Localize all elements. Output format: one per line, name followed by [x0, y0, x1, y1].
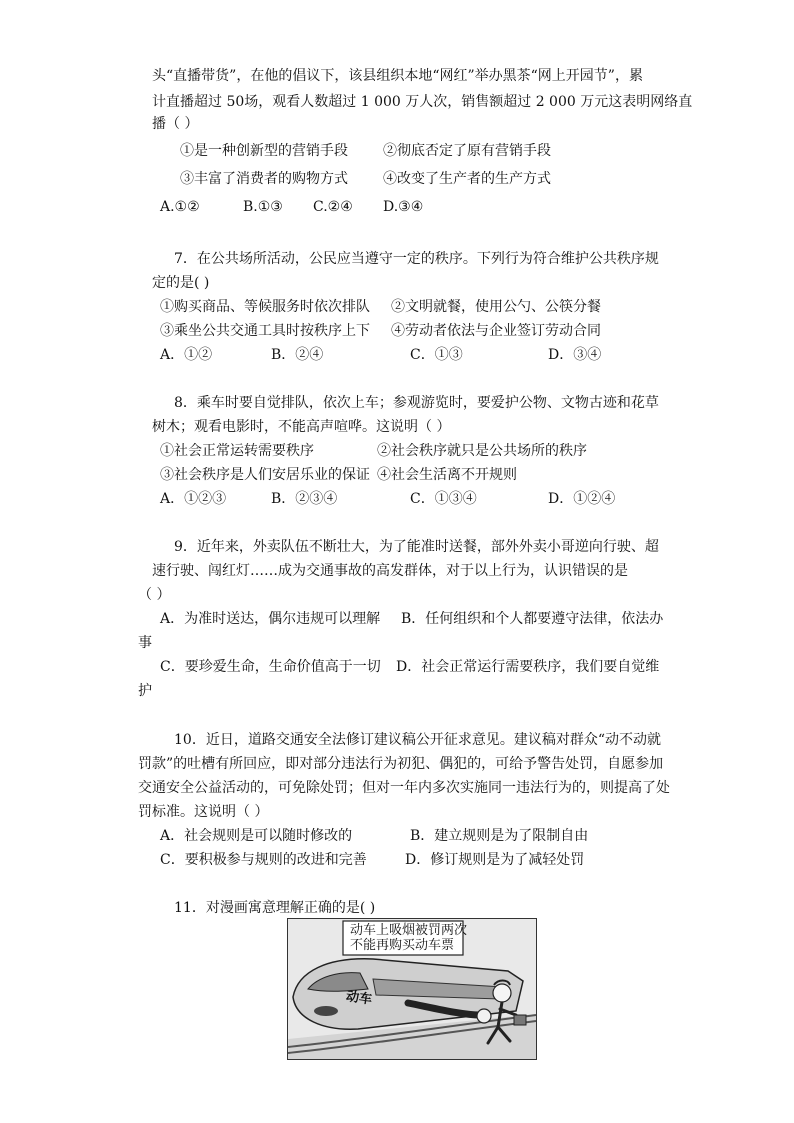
q7-statement-3: ③乘坐公共交通工具时按秩序上下 — [160, 323, 370, 339]
q7-statement-2: ②文明就餐，使用公勺、公筷分餐 — [391, 299, 601, 315]
q10-stem-line4: 罚标准。这说明（ ） — [138, 804, 269, 820]
q6-statement-2: ②彻底否定了原有营销手段 — [383, 143, 551, 159]
q8-option-b[interactable]: B．②③④ — [271, 491, 338, 507]
q8-option-c[interactable]: C．①③④ — [410, 491, 477, 507]
q7-statement-1: ①购买商品、等候服务时依次排队 — [160, 299, 370, 315]
q10-option-d[interactable]: D．修订规则是为了减轻处罚 — [405, 852, 585, 868]
q10-stem-line2: 罚款”的吐槽有所回应，即对部分违法行为初犯、偶犯的，可给予警告处罚，自愿参加 — [138, 756, 664, 772]
q9-option-a[interactable]: A．为准时送达，偶尔违规可以理解 — [160, 611, 381, 627]
q6-option-a[interactable]: A.①② — [160, 199, 200, 215]
q10-option-a[interactable]: A．社会规则是可以随时修改的 — [160, 828, 353, 844]
cartoon-train-label: 动车 — [345, 989, 373, 1008]
cartoon-caption-line1: 动车上吸烟被罚两次 — [350, 923, 468, 938]
q8-option-d[interactable]: D．①②④ — [548, 491, 616, 507]
q9-option-b[interactable]: B．任何组织和个人都要遵守法律，依法办 — [401, 611, 664, 627]
q8-statement-3: ③社会秩序是人们安居乐业的保证 — [160, 467, 370, 483]
q7-option-c[interactable]: C．①③ — [410, 347, 463, 363]
q9-option-d[interactable]: D．社会正常运行需要秩序，我们要自觉维 — [396, 659, 660, 675]
q10-stem-line3: 交通安全公益活动的，可免除处罚；但对一年内多次实施同一违法行为的，则提高了处 — [138, 780, 670, 796]
q6-option-d[interactable]: D.③④ — [383, 199, 424, 215]
q6-stem-line2: 计直播超过 50场，观看人数超过 1 000 万人次，销售额超过 2 000 万元这表明网络直 — [152, 94, 693, 110]
q10-option-c[interactable]: C．要积极参与规则的改进和完善 — [160, 852, 367, 868]
q9-option-c[interactable]: C．要珍爱生命，生命价值高于一切 — [160, 659, 381, 675]
q9-stem-line3: （ ） — [138, 587, 171, 603]
q7-option-b[interactable]: B．②④ — [271, 347, 324, 363]
q10-stem-line1: 10．近日，道路交通安全法修订建议稿公开征求意见。建议稿对群众“动不动就 — [174, 732, 661, 748]
q8-option-a[interactable]: A．①②③ — [160, 491, 227, 507]
q8-stem-line2: 树木；观看电影时，不能高声喧哗。这说明（ ） — [152, 419, 451, 435]
q7-option-d[interactable]: D．③④ — [548, 347, 602, 363]
q8-statement-1: ①社会正常运转需要秩序 — [160, 443, 314, 459]
q6-stem-line3: 播（ ） — [152, 116, 199, 132]
q8-statement-2: ②社会秩序就只是公共场所的秩序 — [377, 443, 587, 459]
q10-option-b[interactable]: B．建立规则是为了限制自由 — [410, 828, 589, 844]
q6-statement-1: ①是一种创新型的营销手段 — [180, 143, 348, 159]
q7-option-a[interactable]: A．①② — [160, 347, 213, 363]
q6-statement-4: ④改变了生产者的生产方式 — [383, 171, 551, 187]
q9-option-b-cont: 事 — [138, 635, 152, 651]
q11-cartoon — [287, 918, 537, 1060]
q7-stem-line2: 定的是( ) — [152, 275, 210, 291]
q6-stem-line1: 头“直播带货”，在他的倡议下，该县组织本地“网红”举办黑茶“网上开园节”，累 — [152, 68, 643, 84]
cartoon-caption-line2: 不能再购买动车票 — [350, 938, 455, 953]
q9-stem-line1: 9．近年来，外卖队伍不断壮大，为了能准时送餐，部外外卖小哥逆向行驶、超 — [174, 539, 659, 555]
q7-statement-4: ④劳动者依法与企业签订劳动合同 — [391, 323, 601, 339]
q9-stem-line2: 速行驶、闯红灯……成为交通事故的高发群体，对于以上行为，认识错误的是 — [152, 563, 628, 579]
q9-option-d-cont: 护 — [138, 683, 152, 699]
q8-stem-line1: 8．乘车时要自觉排队，依次上车；参观游览时，要爱护公物、文物古迹和花草 — [174, 395, 659, 411]
q11-stem-line1: 11．对漫画寓意理解正确的是( ) — [174, 900, 376, 916]
q6-option-c[interactable]: C.②④ — [313, 199, 353, 215]
q7-stem-line1: 7．在公共场所活动，公民应当遵守一定的秩序。下列行为符合维护公共秩序规 — [174, 251, 659, 267]
q6-statement-3: ③丰富了消费者的购物方式 — [180, 171, 348, 187]
q6-option-b[interactable]: B.①③ — [243, 199, 283, 215]
q8-statement-4: ④社会生活离不开规则 — [377, 467, 517, 483]
